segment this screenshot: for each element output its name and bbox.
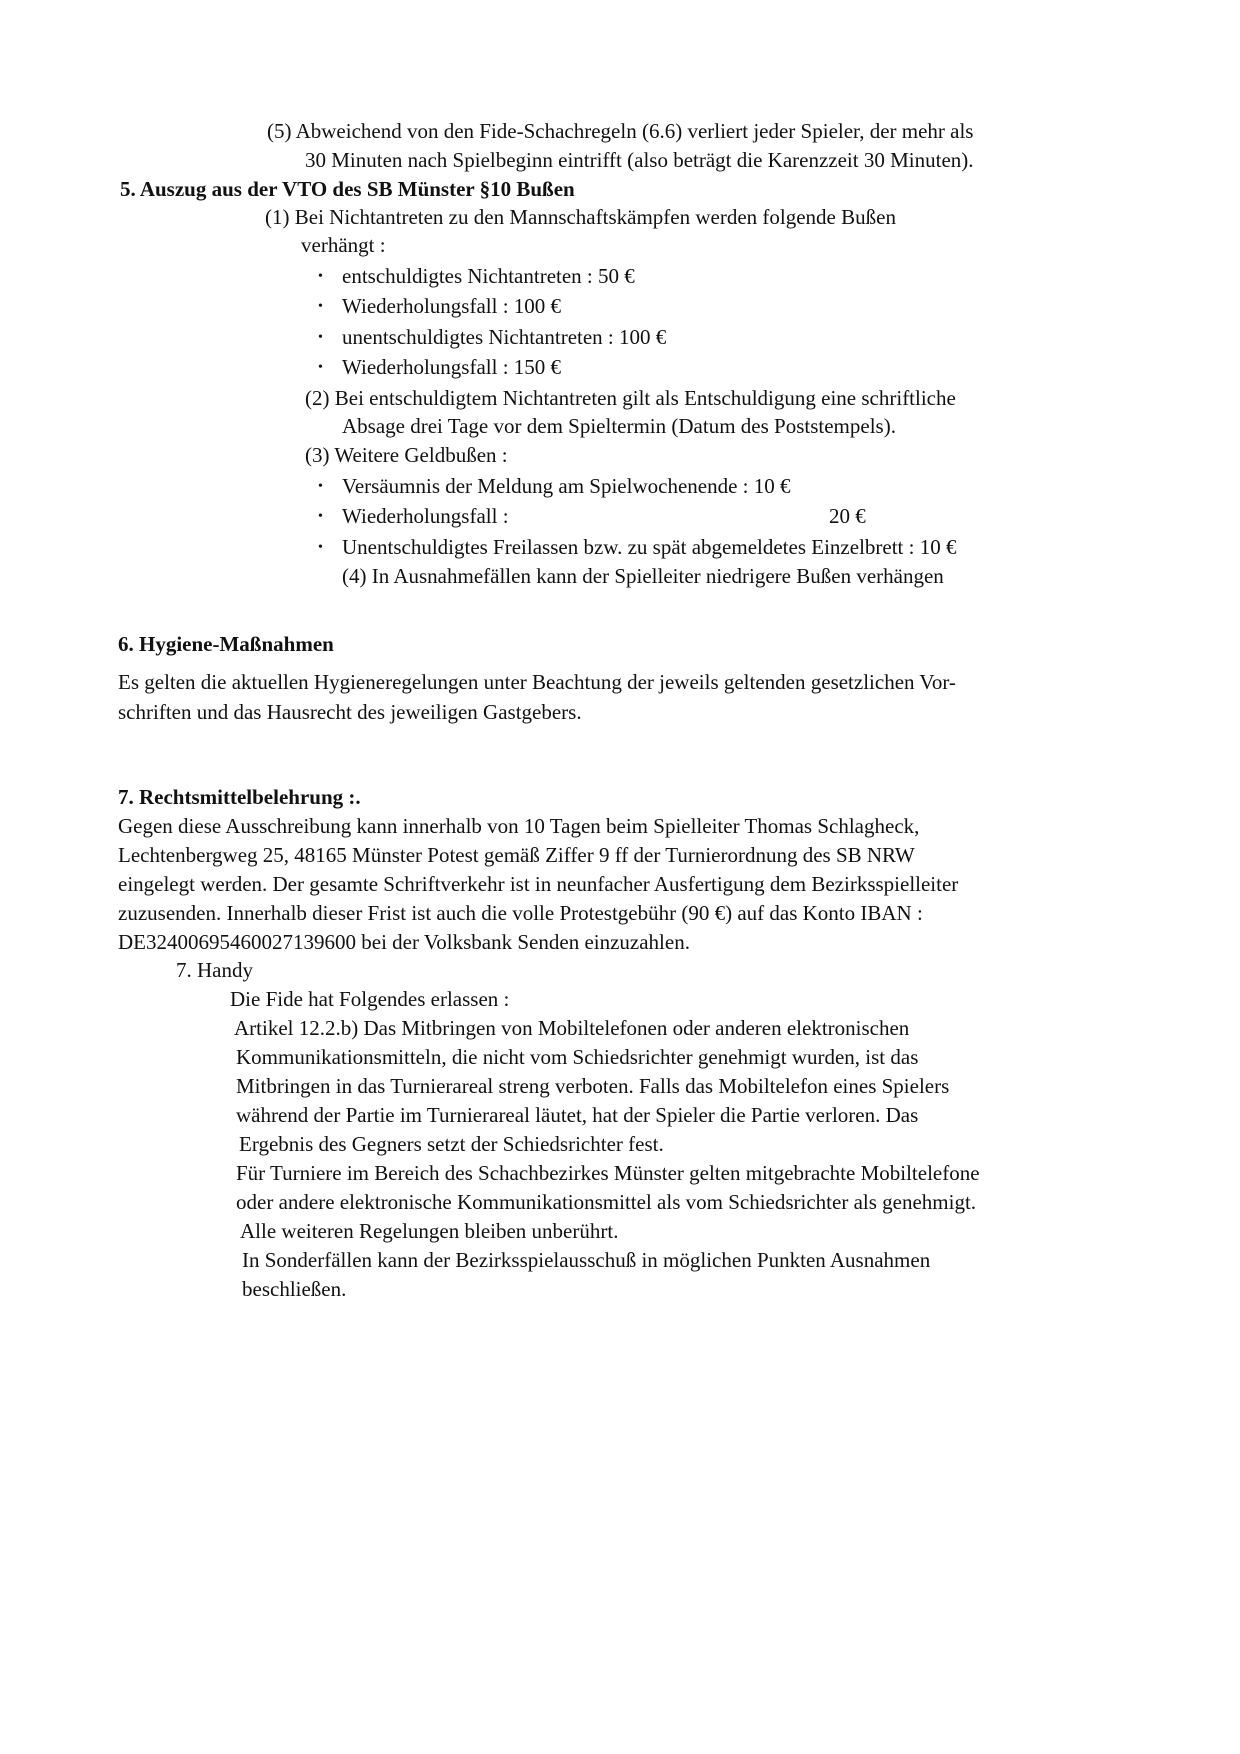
bullet-icon: • [318,479,323,494]
handy-line: Mitbringen in das Turnierareal streng verboten. Falls das Mobiltelefon eines Spielers [236,1074,950,1098]
section-7-line: eingelegt werden. Der gesamte Schriftverkehr ist in neunfacher Ausfertigung dem Bezirksspielleiter [118,872,959,896]
section-5-item-1-line-2: verhängt : [301,233,386,257]
bullet-icon: • [318,360,323,375]
handy-line: Ergebnis des Gegners setzt der Schiedsrichter fest. [239,1132,664,1156]
further-fine-item: Versäumnis der Meldung am Spielwochenende : 10 € [342,474,791,498]
section-7-line: DE32400695460027139600 bei der Volksbank Senden einzuzahlen. [118,930,690,954]
fine-item: Wiederholungsfall : 150 € [342,355,562,379]
handy-line: beschließen. [242,1277,347,1301]
further-fine-item: Wiederholungsfall : [342,504,509,528]
repeat-fine-amount: 20 € [829,504,866,528]
further-fine-item: Unentschuldigtes Freilassen bzw. zu spät abgemeldetes Einzelbrett : 10 € [342,535,957,559]
fine-item: unentschuldigtes Nichtantreten : 100 € [342,325,667,349]
section-5-item-3: (3) Weitere Geldbußen : [305,443,508,467]
handy-line: Alle weiteren Regelungen bleiben unberührt. [240,1219,619,1243]
bullet-icon: • [318,299,323,314]
handy-line: oder andere elektronische Kommunikationsmittel als vom Schiedsrichter als genehmigt. [236,1190,977,1214]
handy-line: Artikel 12.2.b) Das Mitbringen von Mobiltelefonen oder anderen elektronischen [234,1016,910,1040]
handy-line: während der Partie im Turnierareal läutet, hat der Spieler die Partie verloren. Das [236,1103,919,1127]
bullet-icon: • [318,509,323,524]
section-5-item-2-line-2: Absage drei Tage vor dem Spieltermin (Datum des Poststempels). [342,414,896,438]
bullet-icon: • [318,269,323,284]
handy-line: Die Fide hat Folgendes erlassen : [230,987,510,1011]
section-5-item-4: (4) In Ausnahmefällen kann der Spielleiter niedrigere Bußen verhängen [342,564,944,588]
handy-line: Kommunikationsmitteln, die nicht vom Schiedsrichter genehmigt wurden, ist das [236,1045,919,1069]
fine-item: Wiederholungsfall : 100 € [342,294,562,318]
section-7-line: Gegen diese Ausschreibung kann innerhalb von 10 Tagen beim Spielleiter Thomas Schlagheck, [118,814,920,838]
handy-heading: 7. Handy [176,958,253,982]
section-6-line-2: schriften und das Hausrecht des jeweiligen Gastgebers. [118,700,582,724]
section-7-heading: 7. Rechtsmittelbelehrung :. [118,785,361,809]
section-5-heading: 5. Auszug aus der VTO des SB Münster §10 Bußen [120,177,575,201]
handy-line: Für Turniere im Bereich des Schachbezirkes Münster gelten mitgebrachte Mobiltelefone [236,1161,980,1185]
section-7-line: zuzusenden. Innerhalb dieser Frist ist auch die volle Protestgebühr (90 €) auf das Konto IBAN : [118,901,923,925]
section-6-heading: 6. Hygiene-Maßnahmen [118,632,334,656]
item-5-line-2: 30 Minuten nach Spielbeginn eintrifft (also beträgt die Karenzzeit 30 Minuten). [305,148,974,172]
handy-line: In Sonderfällen kann der Bezirksspielausschuß in möglichen Punkten Ausnahmen [242,1248,931,1272]
item-5-line-1: (5) Abweichend von den Fide-Schachregeln (6.6) verliert jeder Spieler, der mehr als [267,119,974,143]
bullet-icon: • [318,330,323,345]
section-6-line-1: Es gelten die aktuellen Hygieneregelungen unter Beachtung der jeweils geltenden gesetzlichen Vor- [118,670,956,694]
section-7-line: Lechtenbergweg 25, 48165 Münster Potest gemäß Ziffer 9 ff der Turnierordnung des SB NRW [118,843,915,867]
section-5-item-1-line-1: (1) Bei Nichtantreten zu den Mannschaftskämpfen werden folgende Bußen [265,205,896,229]
bullet-icon: • [318,540,323,555]
section-5-item-2-line-1: (2) Bei entschuldigtem Nichtantreten gilt als Entschuldigung eine schriftliche [305,386,956,410]
fine-item: entschuldigtes Nichtantreten : 50 € [342,264,635,288]
